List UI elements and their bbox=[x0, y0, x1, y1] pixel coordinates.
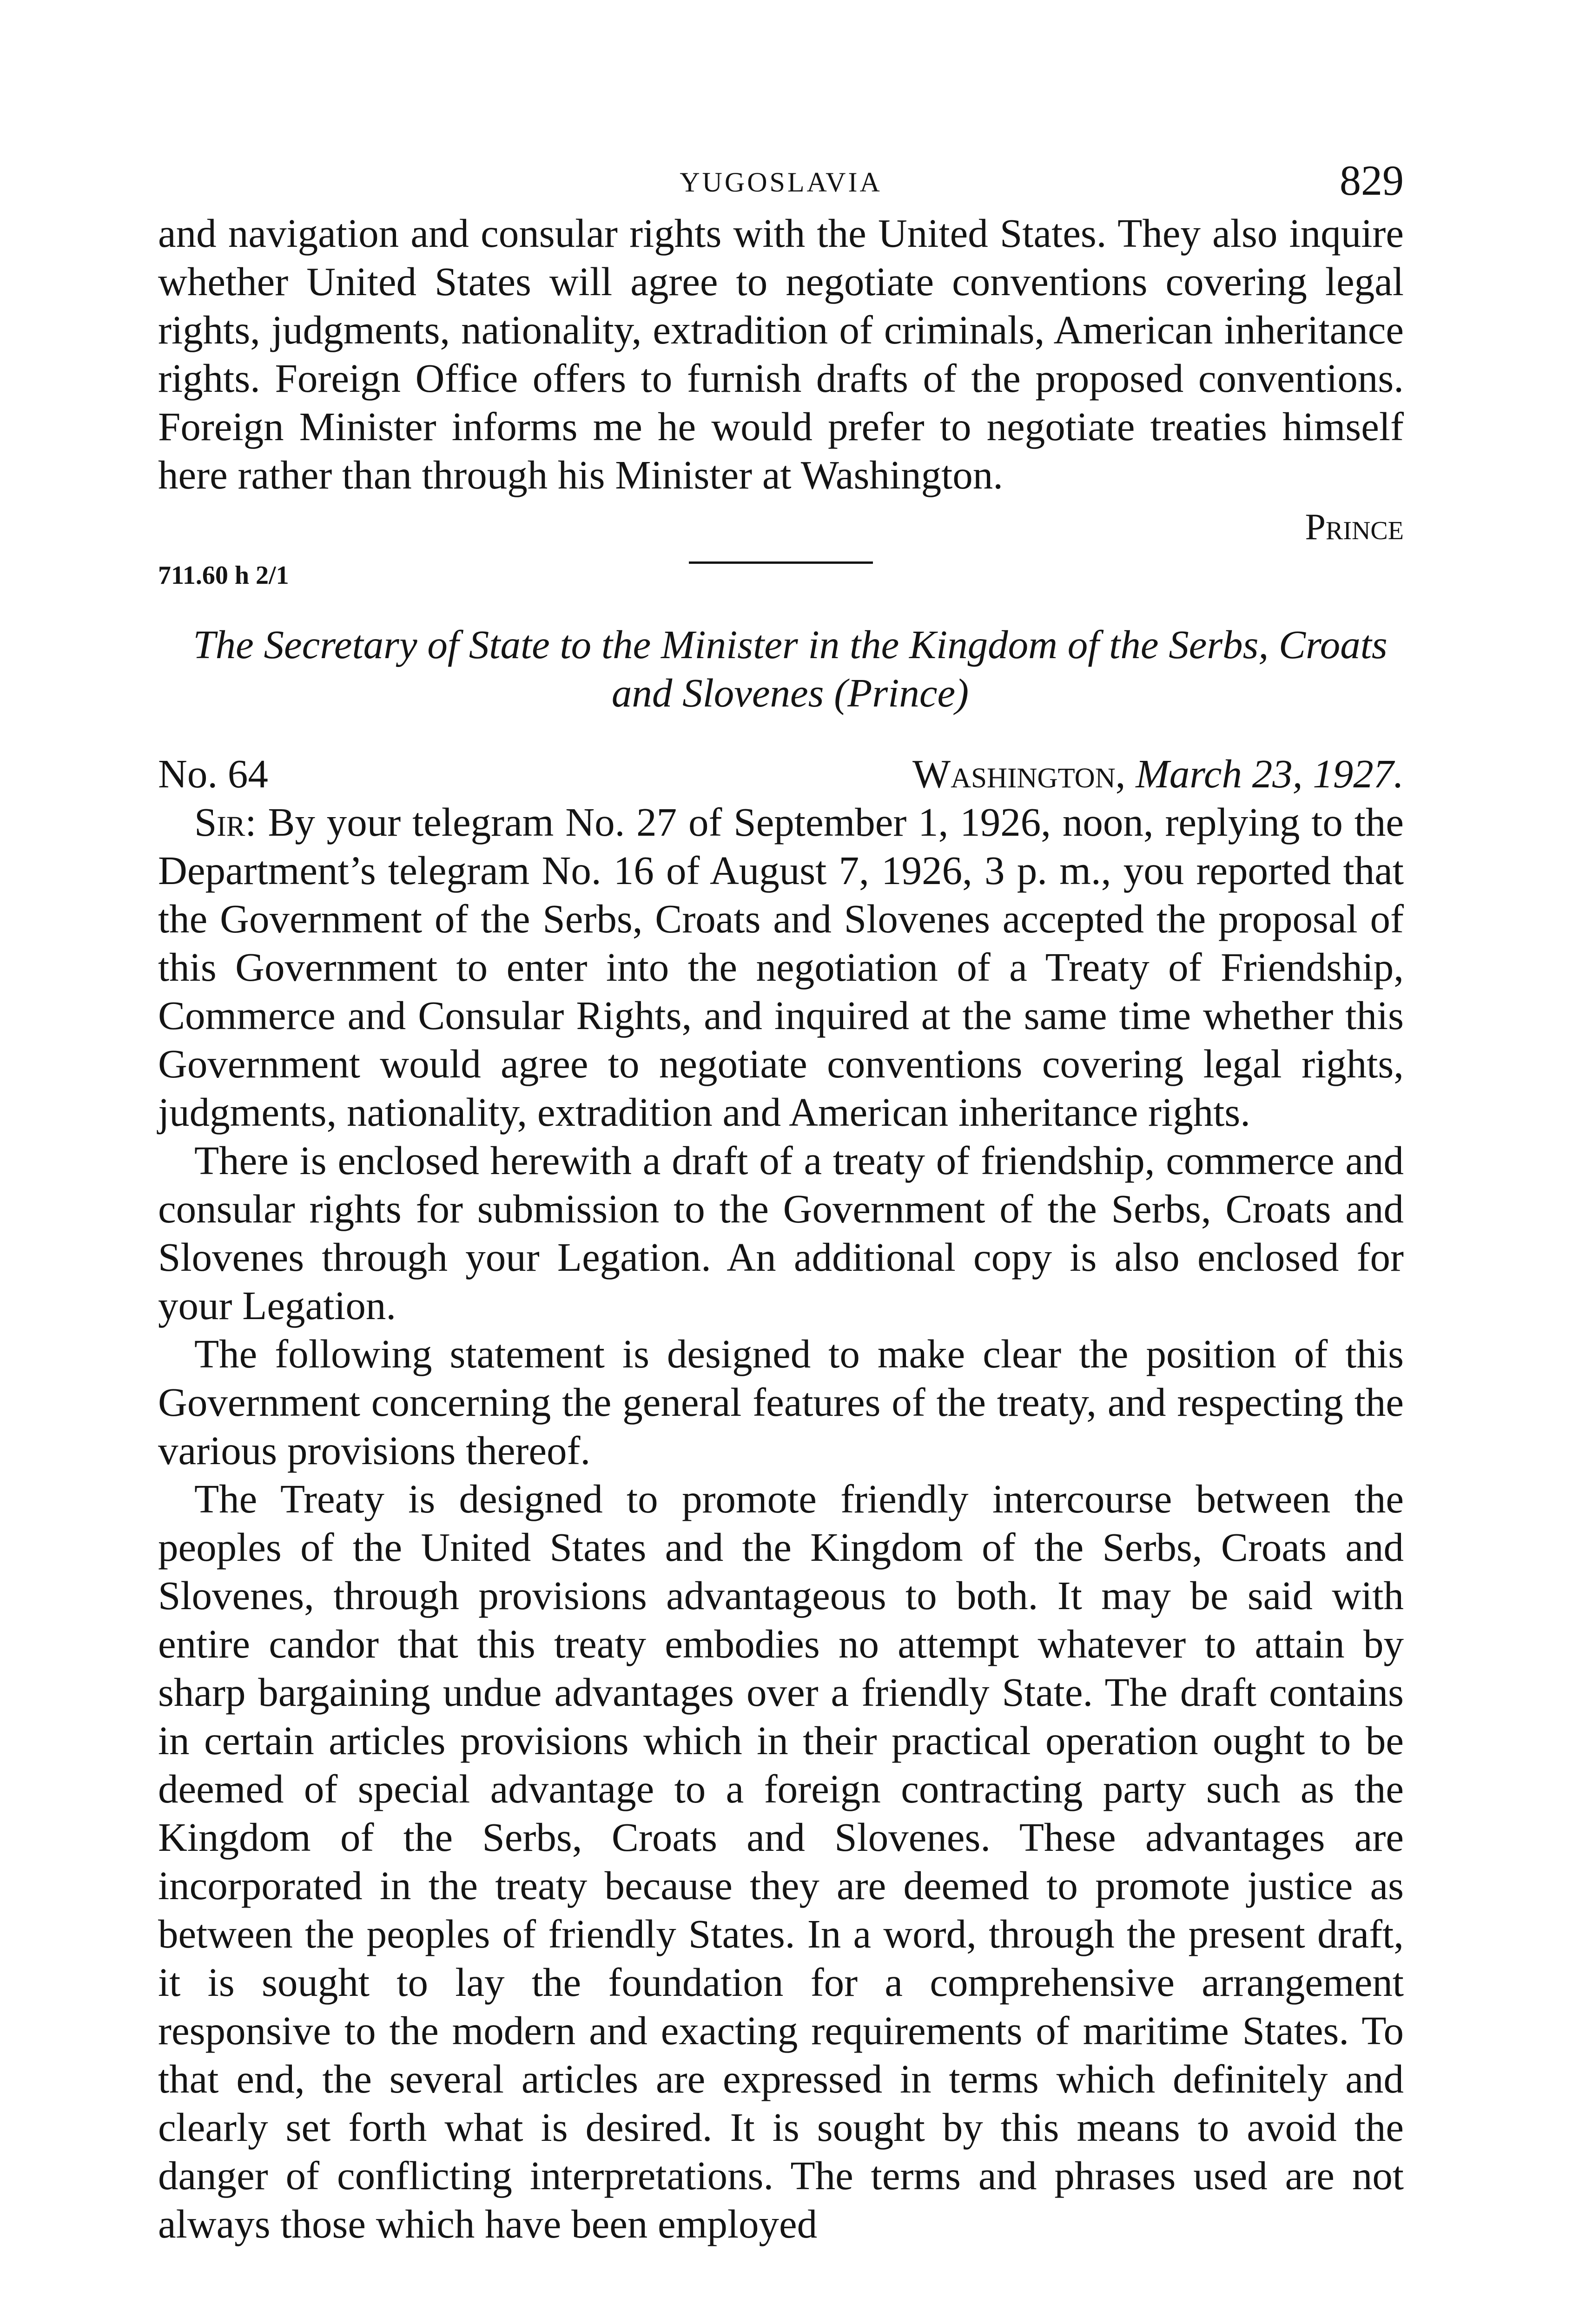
letter-paragraph-4: The Treaty is designed to promote friendly intercourse between the peoples of the United States and the Kingdom of the Serbs, Croats and Slovenes, through provisions advantageous to both. It may be said with entire candor that this treaty embodies no attempt whatever to attain by sharp bargaining undue advantages over a friendly State. The draft contains in certain articles provisions which in their practical operation ought to be deemed of special advantage to a foreign contracting party such as the Kingdom of the Serbs, Croats and Slovenes. These advantages are incorporated in the treaty because they are deemed to promote justice as between the peoples of friendly States. In a word, through the present draft, it is sought to lay the foundation for a comprehensive arrangement responsive to the modern and exacting requirements of maritime States. To that end, the several articles are expressed in terms which definitely and clearly set forth what is desired. It is sought by this means to avoid the danger of conflicting interpretations. The terms and phrases used are not always those which have been employed bbox=[158, 1476, 1404, 2246]
document-heading: The Secretary of State to the Minister in the Kingdom of the Serbs, Croats and Slovenes (Prince) bbox=[193, 622, 1387, 715]
dateline bbox=[158, 750, 1404, 798]
file-number: 711.60 h 2/1 bbox=[158, 561, 289, 590]
paragraph-continued: and navigation and consular rights with the United States. They also inquire whether United States will agree to negotiate conventions covering legal rights, judgments, nationality, extradition of criminals, American inheritance rights. Foreign Office offers to furnish drafts of the proposed conventions. Foreign Minister informs me he would prefer to negotiate treaties himself here rather than through his Minister at Washington. bbox=[158, 211, 1404, 497]
running-head: YUGOSLAVIA bbox=[680, 167, 882, 198]
letter-paragraph-1 bbox=[158, 798, 1404, 1136]
page-header bbox=[158, 139, 1404, 209]
dateline-date: March 23, 1927. bbox=[1136, 751, 1404, 796]
salutation: Sir: bbox=[194, 799, 257, 845]
dispatch-number: No. 64 bbox=[158, 751, 268, 796]
letter-paragraph-1-text: By your telegram No. 27 of September 1, 1926, noon, replying to the Department’s telegram No. 16 of August 7, 1926, 3 p. m., you reported that the Government of the Serbs, Croats and Slovenes accepted the proposal of this Government to enter into the negotiation of a Treaty of Friendship, Commerce and Consular Rights, and inquired at the same time whether this Government would agree to negotiate conventions covering legal rights, judgments, nationality, extradition and American inheritance rights. bbox=[158, 799, 1404, 1135]
letter-paragraph-3: The following statement is designed to make clear the position of this Government concerning the general features of the treaty, and respecting the various provisions thereof. bbox=[158, 1331, 1404, 1473]
page-number: 829 bbox=[1340, 157, 1404, 204]
letter-paragraph-2: There is enclosed herewith a draft of a treaty of friendship, commerce and consular rights for submission to the Government of the Serbs, Croats and Slovenes through your Legation. An additional copy is also enclosed for your Legation. bbox=[158, 1138, 1404, 1328]
dateline-place-date bbox=[912, 750, 1404, 798]
dateline-place: Washington, bbox=[912, 751, 1126, 796]
document-page bbox=[158, 139, 1404, 2248]
signature: Prince bbox=[1305, 507, 1404, 548]
